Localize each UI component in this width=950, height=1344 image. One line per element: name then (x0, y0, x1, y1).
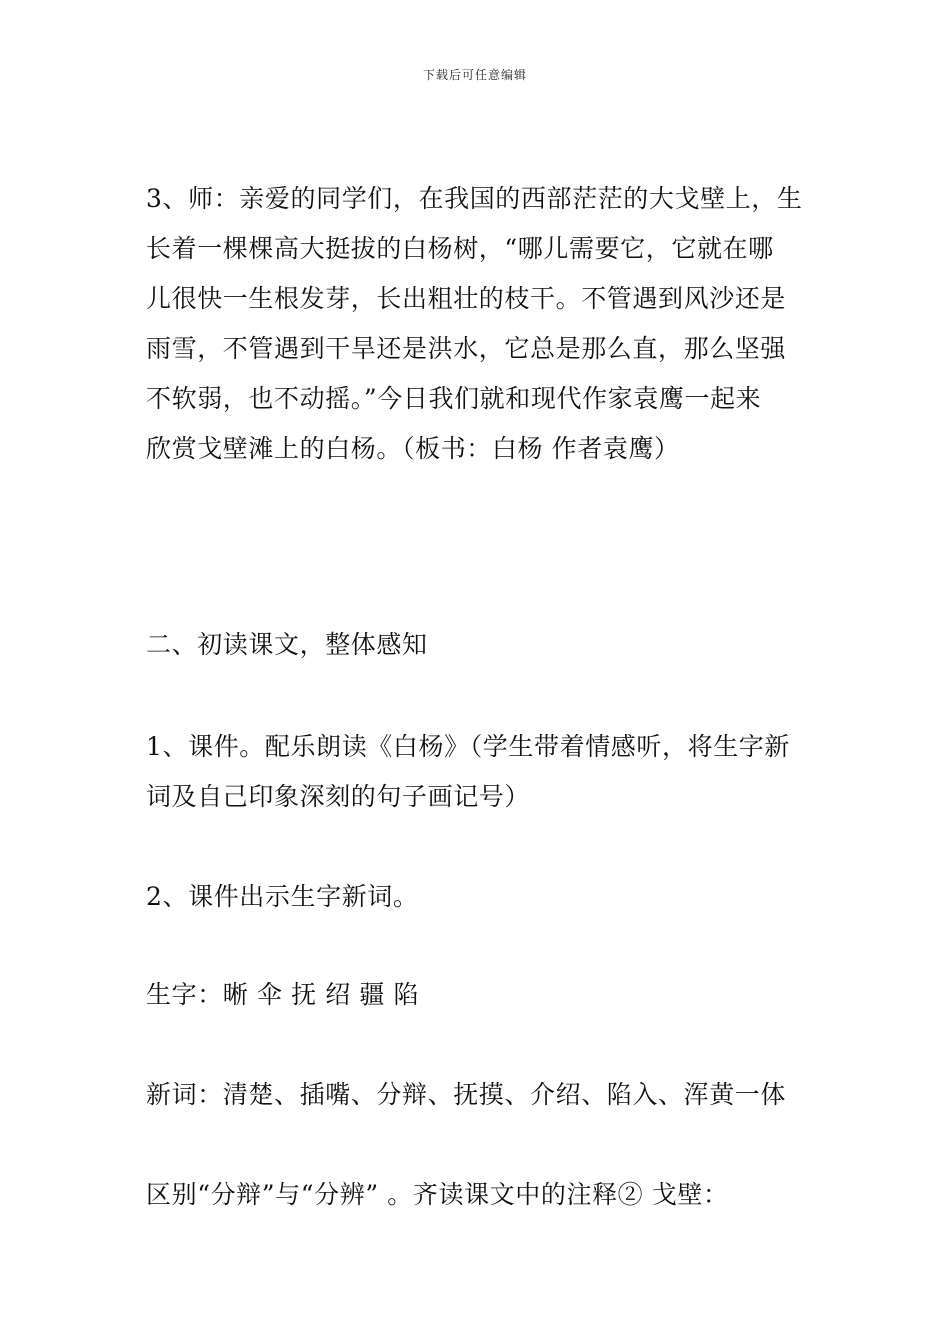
section-2-heading: 二、初读课文，整体感知 (146, 630, 428, 659)
item-2 (146, 872, 810, 922)
paragraph-line: 儿很快一生根发芽，长出粗壮的枝干。不管遇到风沙还是 (146, 284, 787, 313)
paragraph-line: 不软弱，也不动摇。”今日我们就和现代作家袁鹰一起来 (146, 384, 762, 413)
new-characters-line: 生字：晰 伞 抚 绍 疆 陷 (146, 980, 420, 1009)
new-characters (146, 970, 810, 1020)
new-words-line: 新词：清楚、插嘴、分辩、抚摸、介绍、陷入、浑黄一体 (146, 1080, 787, 1109)
item-1-line: 1、课件。配乐朗读《白杨》（学生带着情感听，将生字新 (146, 732, 791, 761)
item-1 (146, 722, 810, 822)
paragraph-line: 3、师：亲爱的同学们，在我国的西部茫茫的大戈壁上，生 (146, 184, 803, 213)
paragraph-line: 欣赏戈壁滩上的白杨。（板书：白杨 作者袁鹰） (146, 434, 680, 463)
page-header: 下载后可任意编辑 (422, 68, 527, 82)
section-heading (146, 620, 810, 670)
item-1-line: 词及自己印象深刻的句子画记号） (146, 782, 531, 811)
distinguish-note (146, 1170, 810, 1220)
paragraph-3 (146, 174, 810, 474)
item-2-line: 2、课件出示生字新词。 (146, 882, 419, 911)
paragraph-line: 长着一棵棵高大挺拔的白杨树，“哪儿需要它，它就在哪 (146, 234, 774, 263)
paragraph-line: 雨雪，不管遇到干旱还是洪水，它总是那么直，那么坚强 (146, 334, 787, 363)
new-words (146, 1070, 810, 1120)
distinguish-line: 区别“分辩”与“分辨” 。齐读课文中的注释② 戈壁： (146, 1180, 729, 1209)
